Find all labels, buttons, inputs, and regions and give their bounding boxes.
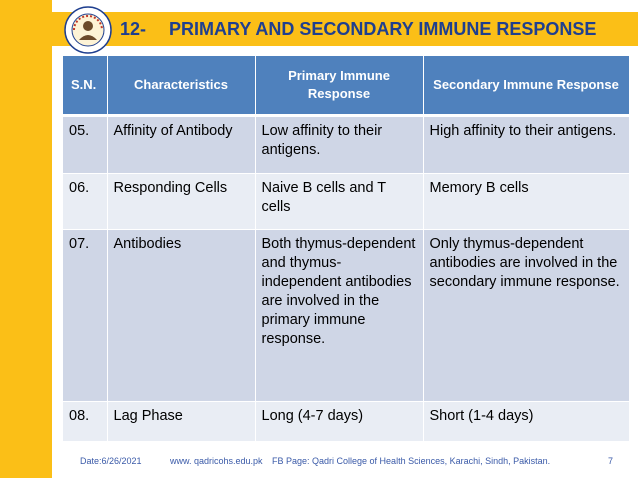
cell-secondary: Memory B cells (423, 174, 629, 230)
cell-primary: Low affinity to their antigens. (255, 116, 423, 174)
cell-characteristic: Lag Phase (107, 402, 255, 442)
cell-sn: 07. (63, 230, 107, 402)
footer-fb-page: FB Page: Qadri College of Health Sciences, Karachi, Sindh, Pakistan. (272, 456, 551, 466)
footer-date: Date:6/26/2021 (80, 456, 142, 466)
cell-secondary: Short (1-4 days) (423, 402, 629, 442)
table-row (63, 116, 629, 174)
header-secondary: Secondary Immune Response (423, 56, 629, 116)
slide-title-text: PRIMARY AND SECONDARY IMMUNE RESPONSE (169, 19, 597, 39)
footer-page-number: 7 (608, 456, 614, 466)
table-header-row (63, 56, 629, 116)
cell-sn: 06. (63, 174, 107, 230)
table-row (63, 174, 629, 230)
cell-sn: 08. (63, 402, 107, 442)
cell-secondary: High affinity to their antigens. (423, 116, 629, 174)
slide-title (120, 19, 596, 40)
left-accent-bar (0, 0, 52, 478)
cell-primary: Naive B cells and T cells (255, 174, 423, 230)
footer-website[interactable]: www. qadricohs.edu.pk (170, 456, 263, 466)
table-row (63, 402, 629, 442)
immune-response-table (63, 56, 630, 442)
cell-characteristic: Affinity of Antibody (107, 116, 255, 174)
college-logo-icon (64, 6, 112, 54)
slide-number-prefix: 12- (120, 19, 147, 39)
header-primary: Primary Immune Response (255, 56, 423, 116)
cell-primary: Long (4-7 days) (255, 402, 423, 442)
header-sn: S.N. (63, 56, 107, 116)
cell-primary: Both thymus-dependent and thymus-independent antibodies are involved in the primary immune response. (255, 230, 423, 402)
cell-sn: 05. (63, 116, 107, 174)
cell-secondary: Only thymus-dependent antibodies are involved in the secondary immune response. (423, 230, 629, 402)
table-row (63, 230, 629, 402)
header-characteristics: Characteristics (107, 56, 255, 116)
cell-characteristic: Antibodies (107, 230, 255, 402)
cell-characteristic: Responding Cells (107, 174, 255, 230)
